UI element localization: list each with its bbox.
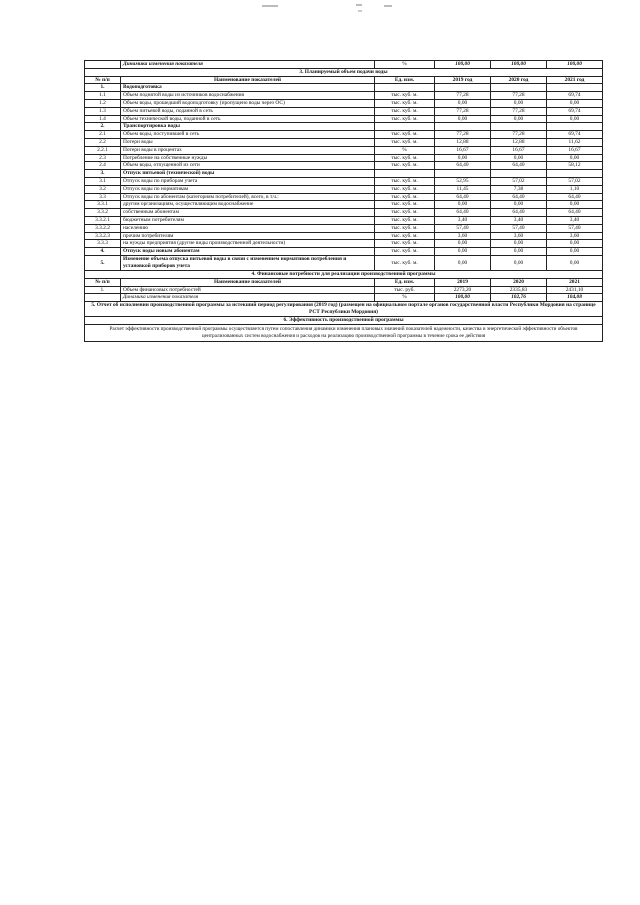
row-value-2019: 11,45 [435,185,491,193]
section4-header-row [85,278,603,286]
row-value-2020: 12,88 [491,138,547,146]
row-value-2020: 77,28 [491,107,547,115]
row-value-2020: 57,40 [491,224,547,232]
table-row [85,146,603,154]
row-name: Отпуск воды по приборам учета [121,177,375,185]
row-value-2019: 0,00 [435,115,491,123]
row-name: Водоподготовка [121,84,375,92]
table-row [85,84,603,92]
row-value-2020 [491,84,547,92]
row-value-2021: 69,74 [547,92,603,100]
row-name: Отпуск воды новым абонентам [121,248,375,256]
table-row [85,177,603,185]
row-value-2019: 100,00 [435,294,491,302]
row-unit: тыс. куб. м. [375,185,435,193]
row-number: 2.2.1 [85,146,121,154]
row-value-2019: 12,88 [435,138,491,146]
row-unit: % [375,294,435,302]
table-row [85,107,603,115]
row-unit: тыс. куб. м. [375,162,435,170]
table-row [85,193,603,201]
table-row [85,170,603,178]
table-row [85,240,603,248]
section6-text: Расчет эффективности производственной программы осуществляется путем сопоставления динамики изменения плановых значений показателей надежности, качества и энергетической эффективности объектов централизованных систем водоснабжения и расходов на реализацию производственной программы в течение срока ее действия [85,324,603,341]
dynamics-2020: 100,00 [491,61,547,69]
row-number: 5. [85,255,121,270]
section4-title: 4. Финансовые потребности для реализации производственной программы [85,270,603,278]
row-value-2019: 3,60 [435,232,491,240]
row-value-2020: 0,00 [491,255,547,270]
row-value-2019: 64,40 [435,209,491,217]
row-value-2021: 69,74 [547,131,603,139]
table-row [85,248,603,256]
row-value-2021: 0,00 [547,99,603,107]
row-unit: тыс. куб. м. [375,216,435,224]
row-unit: тыс. куб. м. [375,201,435,209]
row-value-2020: 3,60 [491,232,547,240]
row-value-2021: 0,00 [547,248,603,256]
row-unit: тыс. куб. м. [375,131,435,139]
row-name: Динамика изменения показателя [121,294,375,302]
row-unit: тыс. куб. м. [375,224,435,232]
row-unit: тыс. куб. м. [375,255,435,270]
row-value-2020: 7,38 [491,185,547,193]
row-value-2020: 64,40 [491,162,547,170]
row-number: 3.3.1 [85,201,121,209]
row-number: 2.4 [85,162,121,170]
section4-title-row [85,270,603,278]
row-value-2020: 64,40 [491,209,547,217]
row-value-2019: 0,00 [435,99,491,107]
table-row [85,201,603,209]
row-name: населению [121,224,375,232]
s4-header-2019: 2019 [435,278,491,286]
row-value-2020: 77,28 [491,131,547,139]
row-value-2020: 77,28 [491,92,547,100]
header-2020: 2020 год [491,76,547,84]
document-sheet [84,60,602,342]
row-value-2020: 0,00 [491,201,547,209]
row-value-2021: 0,00 [547,240,603,248]
row-unit: тыс. куб. м. [375,115,435,123]
row-name: Потери воды в процентах [121,146,375,154]
row-value-2021: 0,00 [547,201,603,209]
row-number: 2.1 [85,131,121,139]
row-unit: тыс. куб. м. [375,138,435,146]
row-name: бюджетным потребителям [121,216,375,224]
row-value-2019: 3,40 [435,216,491,224]
row-unit: тыс. куб. м. [375,232,435,240]
row-value-2021: 16,67 [547,146,603,154]
row-name: Отпуск воды по абонентам (категориям потребителей), всего, в т.ч.: [121,193,375,201]
table-row [85,294,603,302]
table-row [85,224,603,232]
row-name: Объем воды, поступившей в сеть [121,131,375,139]
row-value-2020: 64,40 [491,193,547,201]
row-value-2019: 0,00 [435,154,491,162]
row-unit: тыс. куб. м. [375,177,435,185]
row-name: на нужды предприятия (другие виды производственной деятельности) [121,240,375,248]
row-value-2020: 102,76 [491,294,547,302]
row-name: другим организациям, осуществляющим водоснабжение [121,201,375,209]
row-value-2021: 3,60 [547,232,603,240]
table-row [85,232,603,240]
row-number: 3.2 [85,185,121,193]
row-name: Объем финансовых потребностей [121,286,375,294]
row-value-2021: 64,40 [547,209,603,217]
row-value-2019: 77,28 [435,107,491,115]
row-value-2021: 58,12 [547,162,603,170]
row-number: 3.3.2.2 [85,224,121,232]
s4-header-name: Наименование показателей [121,278,375,286]
row-value-2021: 69,74 [547,107,603,115]
row-value-2020: 0,00 [491,248,547,256]
row-unit [375,84,435,92]
dynamics-2019: 100,00 [435,61,491,69]
row-value-2021: 0,00 [547,255,603,270]
header-2019: 2019 год [435,76,491,84]
row-number [85,294,121,302]
section6-title-row [85,317,603,325]
row-unit: тыс. куб. м. [375,154,435,162]
row-value-2019: 2273,20 [435,286,491,294]
row-name: Объем воды, прошедший водоподготовку (пропущено воды через ОС) [121,99,375,107]
row-name: прочим потребителям [121,232,375,240]
s4-header-2020: 2020 [491,278,547,286]
row-number: 3. [85,170,121,178]
row-number: 3.1 [85,177,121,185]
row-name: собственным абонентам [121,209,375,217]
table-row [85,209,603,217]
row-name: Изменение объема отпуска питьевой воды в связи с изменением нормативов потребления и установкой приборов учета [121,255,375,270]
row-value-2019 [435,84,491,92]
row-unit: тыс. куб. м. [375,209,435,217]
table-row [85,154,603,162]
row-value-2020 [491,123,547,131]
row-value-2021: 3,40 [547,216,603,224]
table-row [85,99,603,107]
row-unit: тыс. куб. м. [375,107,435,115]
row-value-2021: 104,08 [547,294,603,302]
row-value-2020: 0,00 [491,99,547,107]
row-value-2019: 57,40 [435,224,491,232]
row-value-2019: 0,00 [435,248,491,256]
row-value-2021: 0,00 [547,115,603,123]
table-row [85,138,603,146]
table-row [85,185,603,193]
row-value-2021: 1,10 [547,185,603,193]
table-row [85,123,603,131]
row-number: 2. [85,123,121,131]
section5-row [85,302,603,317]
row-value-2021 [547,123,603,131]
s4-header-2021: 2021 [547,278,603,286]
row-value-2019 [435,170,491,178]
row-unit [375,123,435,131]
section3-header-row [85,76,603,84]
row-value-2021: 2431,10 [547,286,603,294]
row-value-2021 [547,84,603,92]
row-value-2019: 16,67 [435,146,491,154]
row-unit: тыс. куб. м. [375,99,435,107]
row-value-2021: 57,02 [547,177,603,185]
row-number: 1.4 [85,115,121,123]
row-number: 3.3.2 [85,209,121,217]
row-name: Отпуск воды по нормативам [121,185,375,193]
dynamics-label: Динамика изменения показателя [121,61,375,69]
row-value-2020: 57,02 [491,177,547,185]
row-number: 4. [85,248,121,256]
row-number: 2.2 [85,138,121,146]
row-unit [375,170,435,178]
table-row [85,286,603,294]
row-name: Объем питьевой воды, поданной в сеть [121,107,375,115]
row-number: 1.3 [85,107,121,115]
row-value-2020 [491,170,547,178]
row-value-2019: 0,00 [435,255,491,270]
row-value-2021: 11,62 [547,138,603,146]
row-value-2019: 64,40 [435,193,491,201]
row-value-2020: 2335,83 [491,286,547,294]
section5-text: 5. Отчет об исполнении производственной программы за истекший период регулирования (2019 год) (размещен на официальном портале органов государственной власти Республики Мордовия на странице РСТ Республики Мордовия) [85,302,603,317]
header-name: Наименование показателей [121,76,375,84]
dynamics-row [85,61,603,69]
row-value-2020: 0,00 [491,240,547,248]
table-row [85,92,603,100]
table-row [85,255,603,270]
row-value-2020: 16,67 [491,146,547,154]
row-number: 1. [85,286,121,294]
row-value-2021: 0,00 [547,154,603,162]
table-row [85,115,603,123]
row-name: Потери воды [121,138,375,146]
row-value-2020: 0,00 [491,154,547,162]
dynamics-2021: 100,00 [547,61,603,69]
row-name: Объем воды, отпущенной из сети [121,162,375,170]
row-unit: тыс. куб. м. [375,248,435,256]
section3-title: 3. Планируемый объем подачи воды [85,68,603,76]
scan-marks [0,0,640,16]
section3-title-row [85,68,603,76]
row-number: 2.3 [85,154,121,162]
row-name: Объем технической воды, поданной в сеть [121,115,375,123]
row-number: 1.1 [85,92,121,100]
dynamics-unit: % [375,61,435,69]
table-row [85,216,603,224]
row-unit: тыс. руб. [375,286,435,294]
row-unit: тыс. куб. м. [375,193,435,201]
row-number: 1.2 [85,99,121,107]
row-value-2020: 0,00 [491,115,547,123]
table-row [85,162,603,170]
table-row [85,131,603,139]
row-name: Транспортировка воды [121,123,375,131]
row-value-2019: 0,00 [435,201,491,209]
header-unit: Ед. изм. [375,76,435,84]
table-body [85,61,603,342]
s4-header-num: № п/п [85,278,121,286]
row-value-2019: 0,00 [435,240,491,248]
row-number: 1. [85,84,121,92]
s4-header-unit: Ед. изм. [375,278,435,286]
row-number: 3.3 [85,193,121,201]
row-name: Объем поднятой воды из источников водоснабжения [121,92,375,100]
header-num: № п/п [85,76,121,84]
row-value-2019: 52,95 [435,177,491,185]
row-unit: % [375,146,435,154]
row-unit: тыс. куб. м. [375,240,435,248]
row-value-2019: 64,40 [435,162,491,170]
row-value-2020: 3,40 [491,216,547,224]
program-table [84,60,603,342]
row-name: Потребление на собственные нужды [121,154,375,162]
row-unit: тыс. куб. м. [375,92,435,100]
row-value-2019: 77,28 [435,92,491,100]
row-value-2019: 77,28 [435,131,491,139]
row-number: 3.3.2.3 [85,232,121,240]
header-2021: 2021 год [547,76,603,84]
row-number: 3.3.3 [85,240,121,248]
row-value-2021: 64,40 [547,193,603,201]
row-value-2021 [547,170,603,178]
section6-text-row [85,324,603,341]
row-name: Отпуск питьевой (технической) воды [121,170,375,178]
row-value-2019 [435,123,491,131]
row-number: 3.3.2.1 [85,216,121,224]
row-value-2021: 57,40 [547,224,603,232]
section6-title: 6. Эффективность производственной программы [85,317,603,325]
